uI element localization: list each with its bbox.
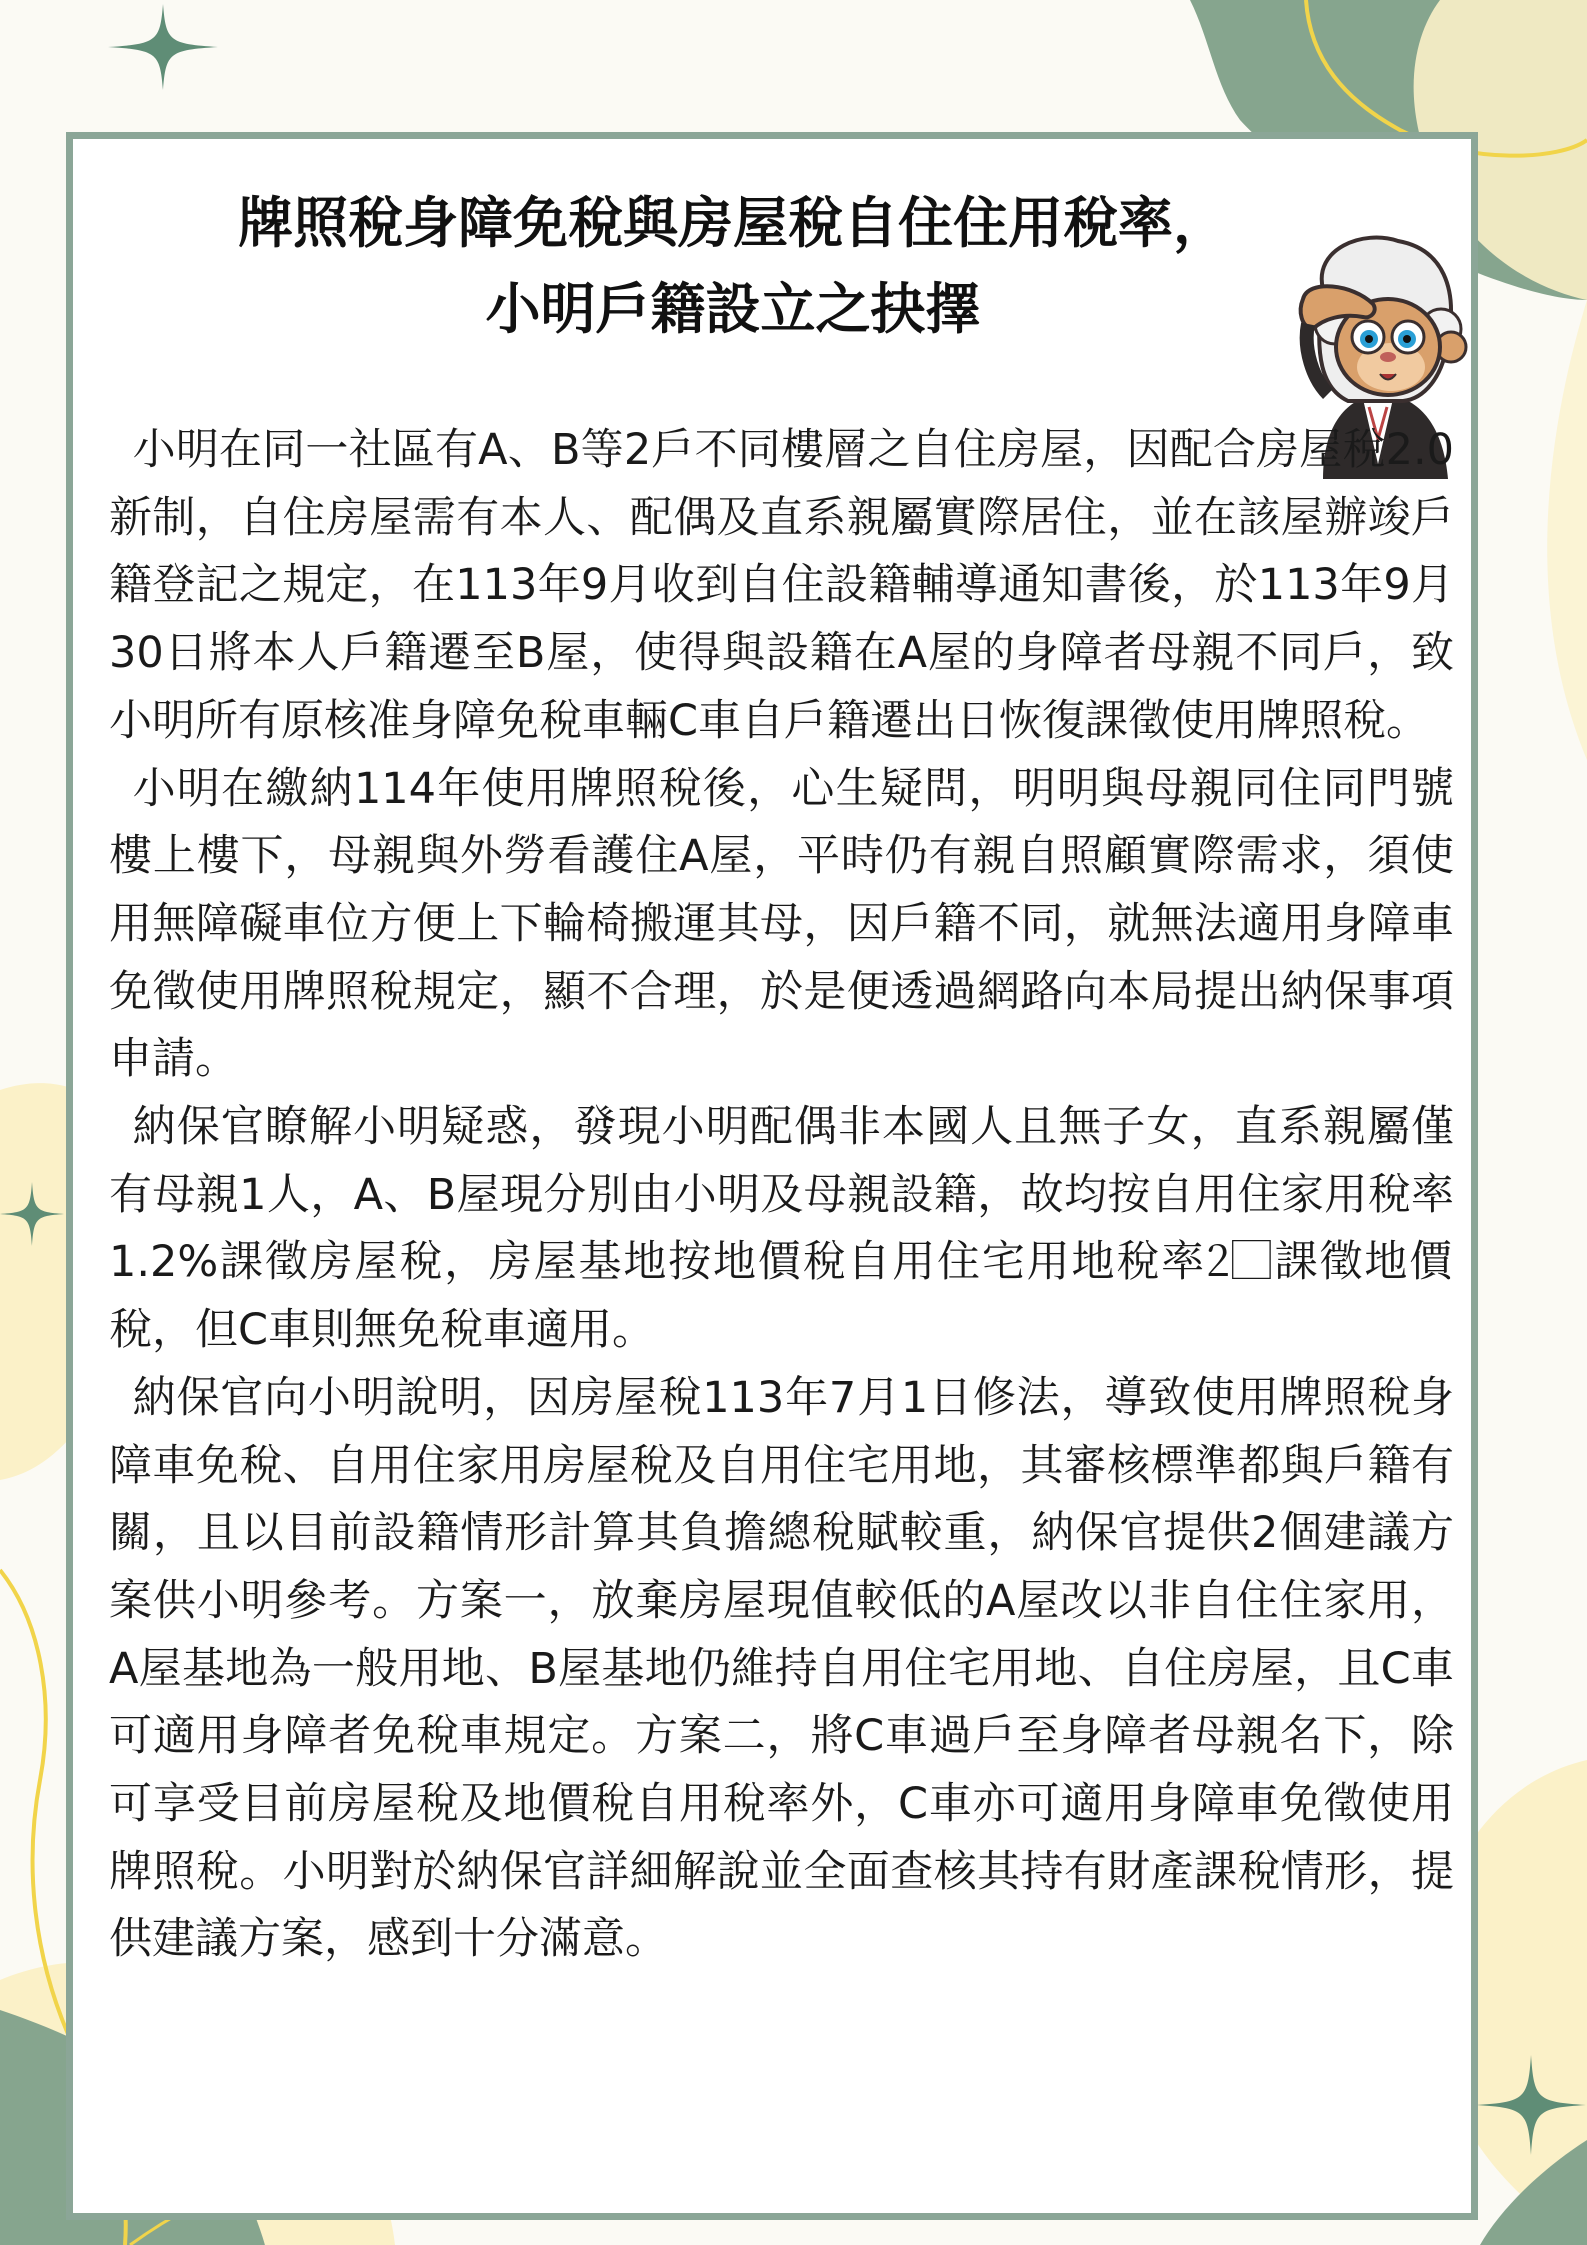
- sparkle-icon: [108, 4, 218, 90]
- page-subtitle: 小明戶籍設立之抉擇: [485, 277, 981, 341]
- article-body: [109, 417, 1454, 1974]
- paragraph: 納保官瞭解小明疑惑，發現小明配偶非本國人且無子女，直系親屬僅有母親1人，A、B屋現分別由小明及母親設籍，故均按自用住家用稅率1.2%課徵房屋稅，房屋基地按地價稅自用住宅用地稅率2⃞課徵地價稅，但C車則無免稅車適用。: [109, 1102, 1454, 1356]
- page-title: 牌照稅身障免稅與房屋稅自住住用稅率，: [237, 191, 1228, 255]
- paragraph: 小明在繳納114年使用牌照稅後，心生疑問，明明與母親同住同門號樓上樓下，母親與外勞看護住A屋，平時仍有親自照顧實際需求，須使用無障礙車位方便上下輪椅搬運其母，因戶籍不同，就無法適用身障車免徵使用牌照稅規定，顯不合理，於是便透過網路向本局提出納保事項申請。: [109, 763, 1454, 1085]
- paragraph: 小明在同一社區有A、B等2戶不同樓層之自住房屋，因配合房屋稅2.0新制，自住房屋需有本人、配偶及直系親屬實際居住，並在該屋辦竣戶籍登記之規定，在113年9月收到自住設籍輔導通知書後，於113年9月30日將本人戶籍遷至B屋，使得與設籍在A屋的身障者母親不同戶，致小明所有原核准身障免稅車輛C車自戶籍遷出日恢復課徵使用牌照稅。: [109, 425, 1454, 746]
- sparkle-icon: [1476, 2055, 1586, 2155]
- paragraph: 納保官向小明說明，因房屋稅113年7月1日修法，導致使用牌照稅身障車免稅、自用住家用房屋稅及自用住宅用地，其審核標準都與戶籍有關，且以目前設籍情形計算其負擔總稅賦較重，納保官提供2個建議方案供小明參考。方案一，放棄房屋現值較低的A屋改以非自住住家用，A屋基地為一般用地、B屋基地仍維持自用住宅用地、自住房屋，且C車可適用身障者免稅車規定。方案二，將C車過戶至身障者母親名下，除可享受目前房屋稅及地價稅自用稅率外，C車亦可適用身障車免徵使用牌照稅。小明對於納保官詳細解說並全面查核其持有財產課稅情形，提供建議方案，感到十分滿意。: [109, 1372, 1454, 1965]
- sparkle-icon: [0, 1182, 64, 1246]
- content-card: [66, 132, 1478, 2220]
